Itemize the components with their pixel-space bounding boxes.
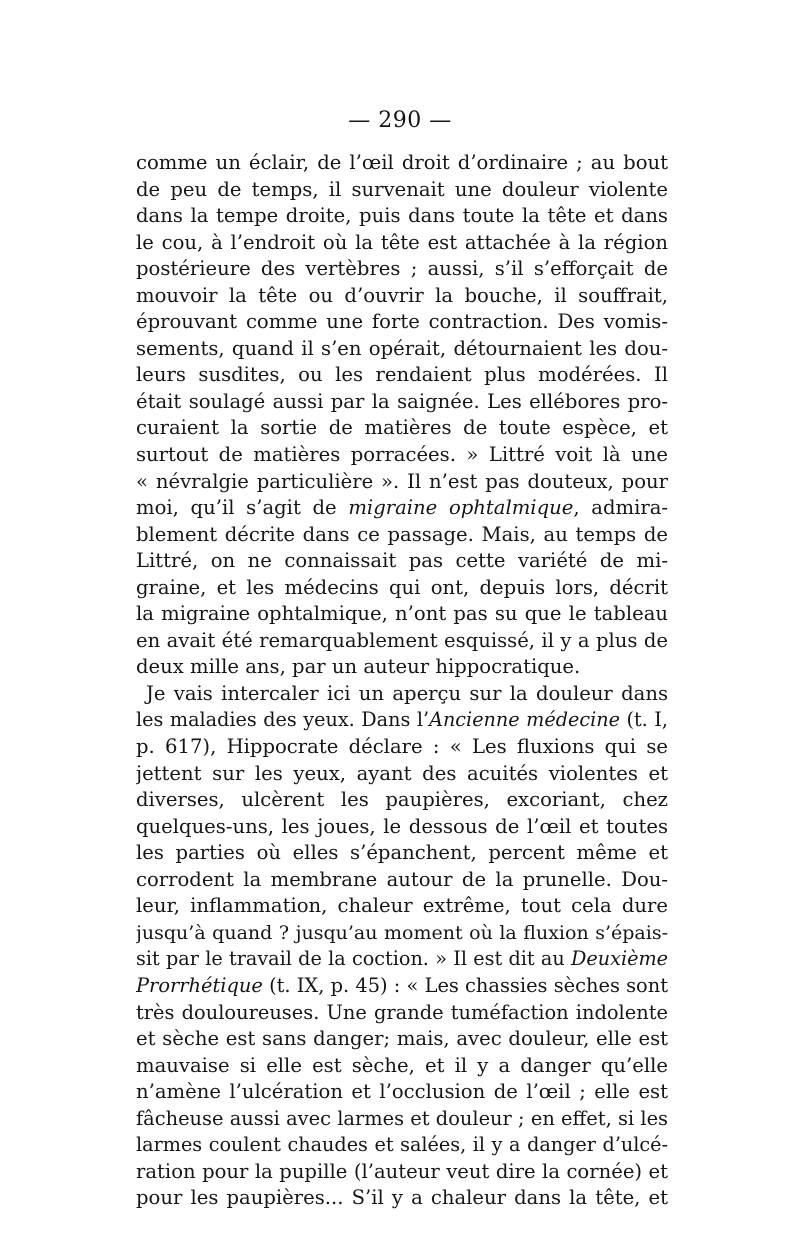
- text-run: , admira-: [573, 496, 668, 520]
- text-line: [136, 787, 668, 814]
- text-run: comme un éclair, de l’œil droit d’ordinaire ; au bout: [136, 151, 668, 174]
- text-run: jusqu’à quand ? jusqu’au moment où la fluxion s’épais-: [136, 921, 668, 944]
- text-line: [136, 734, 668, 761]
- text-line: [136, 707, 668, 734]
- text-line: [136, 867, 668, 894]
- text-line: [136, 309, 668, 336]
- text-line: [136, 1132, 668, 1159]
- text-run: était soulagé aussi par la saignée. Les ellébores pro-: [136, 389, 668, 413]
- text-line: [136, 177, 668, 204]
- text-line: [136, 469, 668, 496]
- text-run: sit par le travail de la coction. » Il est dit au: [136, 947, 572, 971]
- text-line: [136, 1053, 668, 1080]
- text-line: [136, 230, 668, 257]
- text-line: [136, 362, 668, 389]
- text-run: pour les paupières... S’il y a chaleur dans la tête, et: [136, 1186, 668, 1210]
- text-run: les maladies des yeux. Dans l’: [136, 708, 430, 732]
- text-run: les parties où elles s’épanchent, percent même et: [136, 841, 668, 865]
- text-run: curaient la sortie de matières de toute espèce, et: [136, 416, 668, 440]
- text-run: leurs susdites, ou les rendaient plus modérées. Il: [136, 363, 668, 387]
- text-run: en avait été remarquablement esquissé, il y a plus de: [136, 628, 668, 652]
- text-line: [136, 495, 668, 522]
- text-line: [136, 203, 668, 230]
- body-text: [136, 150, 668, 1212]
- text-run: dans la tempe droite, puis dans toute la tête et dans: [136, 204, 668, 228]
- text-run: mauvaise si elle est sèche, et il y a danger qu’elle: [136, 1053, 668, 1077]
- text-line: [136, 522, 668, 549]
- text-run: de peu de temps, il survenait une douleur violente: [136, 177, 668, 201]
- text-line: [136, 814, 668, 841]
- text-run: sements, quand il s’en opérait, détournaient les dou-: [136, 336, 668, 360]
- text-run: mouvoir la tête ou d’ouvrir la bouche, il souffrait,: [136, 283, 668, 307]
- text-run: diverses, ulcèrent les paupières, excoriant, chez: [136, 788, 668, 812]
- text-line: [136, 1159, 668, 1186]
- text-run: « névralgie particulière ». Il n’est pas douteux, pour: [136, 469, 668, 493]
- text-line: [136, 1185, 668, 1212]
- text-line: [136, 761, 668, 788]
- italic-title: Ancienne médecine: [429, 708, 620, 732]
- text-line: [136, 840, 668, 867]
- text-run: moi, qu’il s’agit de: [136, 496, 349, 520]
- text-line: [136, 283, 668, 310]
- text-line: [136, 628, 668, 655]
- text-run: (t. IX, p. 45) : « Les chassies sèches sont: [262, 973, 668, 997]
- text-line: [136, 1000, 668, 1027]
- text-line: [136, 389, 668, 416]
- italic-title: Deuxième: [571, 947, 668, 971]
- text-line: [136, 946, 668, 973]
- text-line: [136, 893, 668, 920]
- text-line: [136, 256, 668, 283]
- text-run: p. 617), Hippocrate déclare : « Les fluxions qui se: [136, 735, 668, 759]
- text-line: [136, 973, 668, 1000]
- page-number: — 290 —: [348, 108, 452, 133]
- text-run: Littré, on ne connaissait pas cette variété de mi-: [136, 549, 668, 573]
- text-line: [136, 150, 668, 177]
- text-line: [136, 548, 668, 575]
- italic-title: Prorrhétique: [136, 973, 263, 997]
- text-run: éprouvant comme une forte contraction. Des vomis-: [136, 310, 668, 334]
- text-line: [136, 1079, 668, 1106]
- text-run: graine, et les médecins qui ont, depuis lors, décrit: [136, 575, 668, 599]
- text-run: jettent sur les yeux, ayant des acuités violentes et: [136, 761, 668, 785]
- text-line: [136, 442, 668, 469]
- text-run: fâcheuse aussi avec larmes et douleur ; en effet, si les: [136, 1106, 668, 1130]
- text-run: corrodent la membrane autour de la prunelle. Dou-: [136, 867, 668, 891]
- text-run: et sèche est sans danger; mais, avec douleur, elle est: [136, 1027, 668, 1051]
- text-run: Je vais intercaler ici un aperçu sur la douleur dans: [146, 681, 668, 705]
- text-run: ration pour la pupille (l’auteur veut dire la cornée) et: [136, 1159, 668, 1183]
- text-line: [136, 415, 668, 442]
- text-run: blement décrite dans ce passage. Mais, au temps de: [136, 522, 668, 546]
- text-line: [136, 575, 668, 602]
- text-run: surtout de matières porracées. » Littré voit là une: [136, 443, 668, 467]
- text-run: deux mille ans, par un auteur hippocratique.: [136, 655, 581, 679]
- text-run: la migraine ophtalmique, n’ont pas su que le tableau: [136, 602, 668, 626]
- text-run: postérieure des vertèbres ; aussi, s’il s’efforçait de: [136, 257, 668, 281]
- text-run: larmes coulent chaudes et salées, il y a danger d’ulcé-: [136, 1133, 668, 1157]
- italic-title: migraine ophtalmique: [348, 496, 574, 520]
- text-run: leur, inflammation, chaleur extrême, tout cela dure: [136, 894, 668, 918]
- text-line: [136, 1106, 668, 1133]
- text-run: n’amène l’ulcération et l’occlusion de l’œil ; elle est: [136, 1080, 668, 1104]
- text-run: le cou, à l’endroit où la tête est attachée à la région: [136, 230, 668, 254]
- text-line: [136, 1026, 668, 1053]
- text-line: [136, 601, 668, 628]
- text-line: [136, 654, 668, 681]
- text-line: [136, 336, 668, 363]
- text-run: quelques-uns, les joues, le dessous de l’œil et toutes: [136, 814, 668, 838]
- text-line: [136, 920, 668, 947]
- text-line: [136, 681, 668, 708]
- text-run: (t. I,: [619, 708, 668, 732]
- text-run: très douloureuses. Une grande tuméfaction indolente: [136, 1000, 668, 1024]
